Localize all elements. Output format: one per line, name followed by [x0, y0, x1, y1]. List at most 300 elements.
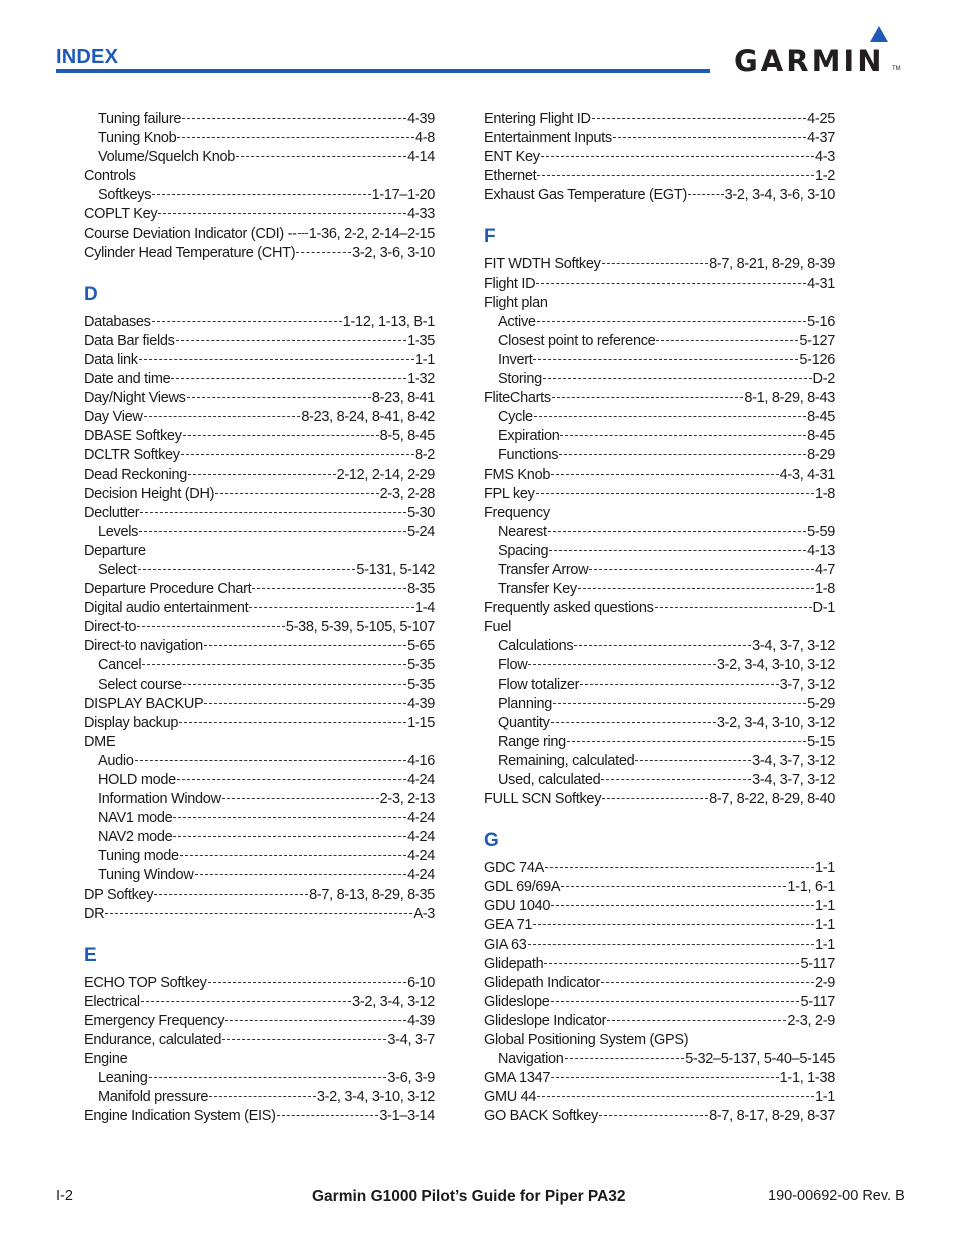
dot-leader [105, 913, 412, 914]
dot-leader [208, 982, 407, 983]
entry-page-ref: 1-8 [814, 485, 835, 502]
entry-page-ref: 1-1, 1-38 [779, 1070, 835, 1087]
entry-label: Exhaust Gas Temperature (EGT) [484, 187, 687, 204]
index-subentry [484, 370, 835, 389]
index-entry [84, 351, 435, 370]
entry-page-ref: 1-1 [414, 351, 435, 368]
entry-page-ref: 4-33 [407, 206, 435, 223]
entry-page-ref: 1-1 [814, 917, 835, 934]
entry-page-ref: 3-2, 3-4, 3-10, 3-12 [716, 714, 835, 731]
dot-leader [171, 378, 406, 379]
dot-leader [222, 798, 379, 799]
entry-label: FMS Knob [484, 466, 551, 483]
index-entry [84, 313, 435, 332]
index-entry [484, 1012, 835, 1031]
entry-label: GDC 74A [484, 860, 544, 877]
dot-leader [296, 252, 351, 253]
entry-label: GEA 71 [484, 917, 533, 934]
entry-label: Storing [498, 371, 542, 388]
entry-label: Engine [84, 1051, 128, 1068]
entry-label: DME [84, 733, 116, 750]
dot-leader [543, 378, 812, 379]
entry-label: Display backup [84, 714, 179, 731]
entry-label: Emergency Frequency [84, 1012, 225, 1029]
dot-leader [589, 569, 814, 570]
entry-label: DBASE Softkey [84, 428, 182, 445]
dot-leader [139, 359, 414, 360]
entry-page-ref: 8-23, 8-41 [371, 390, 435, 407]
entry-page-ref: 1-15 [407, 714, 435, 731]
index-subentry [484, 523, 835, 542]
entry-label: Day/Night Views [84, 390, 186, 407]
entry-label: Flow [498, 657, 528, 674]
dot-leader [177, 779, 406, 780]
entry-label: Quantity [498, 714, 550, 731]
dot-leader [578, 588, 814, 589]
index-entry [484, 916, 835, 935]
footer-title: Garmin G1000 Pilot’s Guide for Piper PA32 [312, 1188, 626, 1205]
entry-label: Frequency [484, 504, 550, 521]
entry-label: GIA 63 [484, 936, 527, 953]
entry-label: Decision Height (DH) [84, 485, 215, 502]
entry-label: Softkeys [98, 187, 152, 204]
entry-label: Departure [84, 542, 146, 559]
entry-page-ref: 5-35 [407, 657, 435, 674]
entry-label: Cycle [498, 409, 533, 426]
index-entry [84, 695, 435, 714]
index-subentry [84, 656, 435, 675]
entry-page-ref: 5-59 [807, 523, 835, 540]
index-subentry [84, 828, 435, 847]
entry-label: Closest point to reference [498, 332, 656, 349]
entry-page-ref: 5-117 [800, 955, 835, 972]
entry-label: Dead Reckoning [84, 466, 188, 483]
entry-label: FliteCharts [484, 390, 551, 407]
entry-page-ref: 8-35 [407, 581, 435, 598]
entry-label: Remaining, calculated [498, 752, 635, 769]
index-entry [84, 637, 435, 656]
entry-label: Engine Indication System (EIS) [84, 1108, 276, 1125]
dot-leader [204, 645, 406, 646]
entry-label: Flight ID [484, 275, 536, 292]
dot-leader [551, 474, 779, 475]
entry-label: Controls [84, 168, 136, 185]
entry-label: GO BACK Softkey [484, 1108, 598, 1125]
index-entry [84, 1050, 435, 1069]
entry-page-ref: 3-2, 3-4, 3-6, 3-10 [724, 187, 835, 204]
index-entry [484, 389, 835, 408]
entry-page-ref: D-2 [812, 371, 835, 388]
entry-page-ref: 4-24 [407, 829, 435, 846]
index-entry [484, 294, 835, 313]
entry-page-ref: 3-7, 3-12 [779, 676, 835, 693]
page-title: INDEX [56, 46, 119, 68]
index-entry [84, 244, 435, 263]
entry-label: Nearest [498, 523, 547, 540]
dot-leader [181, 454, 414, 455]
entry-page-ref: 1-35 [407, 332, 435, 349]
entry-page-ref: 1-1, 6-1 [787, 879, 835, 896]
dot-leader [140, 512, 406, 513]
index-entry [484, 1107, 835, 1126]
entry-label: Departure Procedure Chart [84, 581, 252, 598]
index-subentry [484, 542, 835, 561]
dot-leader [656, 340, 798, 341]
entry-label: Functions [498, 447, 559, 464]
dot-leader [177, 137, 414, 138]
entry-label: Cylinder Head Temperature (CHT) [84, 244, 296, 261]
entry-label: Transfer Key [498, 581, 577, 598]
entry-label: Spacing [498, 542, 549, 559]
entry-page-ref: 5-65 [407, 638, 435, 655]
index-entry [84, 714, 435, 733]
garmin-logo [734, 26, 904, 76]
index-subentry [84, 771, 435, 790]
entry-label: Entertainment Inputs [484, 130, 612, 147]
index-subentry [484, 656, 835, 675]
index-entry [484, 618, 835, 637]
dot-leader [222, 1039, 386, 1040]
dot-leader [635, 760, 751, 761]
index-entry [84, 167, 435, 186]
entry-page-ref: 5-127 [799, 332, 835, 349]
index-subentry [484, 1050, 835, 1069]
entry-page-ref: 8-1, 8-29, 8-43 [744, 390, 835, 407]
index-subentry [84, 847, 435, 866]
entry-label: DISPLAY BACKUP [84, 695, 204, 712]
index-subentry [84, 790, 435, 809]
garmin-triangle-icon [870, 26, 888, 42]
dot-leader [135, 760, 407, 761]
entry-label: Tuning Knob [98, 130, 177, 147]
entry-label: GDL 69/69A [484, 879, 561, 896]
entry-label: Range ring [498, 733, 566, 750]
entry-page-ref: 2-9 [814, 974, 835, 991]
index-entry [84, 542, 435, 561]
entry-label: GMU 44 [484, 1089, 537, 1106]
entry-label: Day View [84, 409, 143, 426]
entry-label: Glideslope [484, 993, 550, 1010]
entry-label: Direct-to navigation [84, 638, 203, 655]
entry-page-ref: 1-12, 1-13, B-1 [342, 313, 435, 330]
dot-leader [536, 283, 806, 284]
index-entry [484, 275, 835, 294]
dot-leader [534, 416, 806, 417]
index-entry [84, 408, 435, 427]
entry-page-ref: A-3 [413, 905, 435, 922]
dot-leader [551, 1001, 800, 1002]
entry-page-ref: 3-4, 3-7, 3-12 [752, 772, 835, 788]
entry-label: Date and time [84, 371, 171, 388]
dot-leader [551, 1077, 779, 1078]
dot-leader [536, 493, 814, 494]
entry-page-ref: 1-32 [407, 371, 435, 388]
entry-page-ref: 5-29 [807, 695, 835, 712]
dot-leader [215, 493, 378, 494]
index-entry [484, 1088, 835, 1107]
entry-page-ref: 2-3, 2-28 [379, 485, 435, 502]
index-entry [484, 167, 835, 186]
index-subentry [484, 332, 835, 351]
entry-page-ref: 4-7 [814, 561, 835, 578]
index-subentry [84, 129, 435, 148]
entry-page-ref: 1-2 [814, 168, 835, 185]
dot-leader [559, 454, 806, 455]
entry-label: Select [98, 561, 137, 578]
entry-label: Levels [98, 523, 139, 540]
entry-page-ref: 3-2, 3-4, 3-10, 3-12 [716, 657, 835, 674]
entry-label: Glideslope Indicator [484, 1012, 607, 1029]
index-entry [484, 897, 835, 916]
index-subentry [84, 866, 435, 885]
entry-page-ref: 8-29 [807, 447, 835, 464]
entry-page-ref: 3-4, 3-7, 3-12 [752, 752, 835, 769]
index-entry [84, 1031, 435, 1050]
index-subentry [84, 676, 435, 695]
entry-label: Direct-to [84, 619, 137, 636]
entry-page-ref: 1-8 [814, 581, 835, 598]
entry-page-ref: 4-8 [414, 130, 435, 147]
index-entry [484, 878, 835, 897]
index-subentry [84, 1088, 435, 1107]
entry-label: GDU 1040 [484, 898, 551, 915]
entry-page-ref: 5-32–5-137, 5-40–5-145 [685, 1051, 835, 1068]
entry-label: DP Softkey [84, 886, 154, 903]
dot-leader [561, 886, 786, 887]
dot-leader [602, 798, 708, 799]
dot-leader [298, 233, 308, 234]
dot-leader [548, 531, 807, 532]
dot-leader [149, 1077, 387, 1078]
dot-leader [537, 175, 814, 176]
index-entry [484, 1069, 835, 1088]
index-column-left [84, 110, 435, 1127]
entry-label: Tuning failure [98, 111, 182, 127]
entry-page-ref: 3-6, 3-9 [387, 1070, 435, 1087]
entry-label: Calculations [498, 638, 574, 655]
index-entry [484, 485, 835, 504]
dot-leader [195, 874, 407, 875]
entry-label: Information Window [98, 791, 221, 808]
dot-leader [560, 435, 806, 436]
entry-page-ref: 4-14 [407, 149, 435, 166]
index-subentry [484, 714, 835, 733]
section-letter: D [84, 283, 98, 305]
section-letter: F [484, 226, 496, 248]
entry-label: Transfer Arrow [498, 561, 589, 578]
dot-leader [183, 435, 379, 436]
index-entry [484, 859, 835, 878]
dot-leader [688, 194, 724, 195]
entry-page-ref: 3-1–3-14 [379, 1108, 435, 1125]
dot-leader [142, 664, 406, 665]
index-entry [484, 993, 835, 1012]
entry-page-ref: 1-4 [414, 600, 435, 617]
entry-page-ref: 4-16 [407, 752, 435, 769]
dot-leader [655, 607, 812, 608]
entry-label: Tuning mode [98, 848, 179, 865]
entry-label: FULL SCN Softkey [484, 791, 602, 808]
entry-label: Frequently asked questions [484, 600, 654, 617]
entry-label: ECHO TOP Softkey [84, 974, 207, 991]
footer-doc-number: 190-00692-00 Rev. B [768, 1188, 905, 1204]
entry-page-ref: 8-45 [807, 428, 835, 445]
dot-leader [183, 684, 406, 685]
index-entry [84, 886, 435, 905]
entry-label: NAV1 mode [98, 810, 173, 827]
entry-page-ref: 4-24 [407, 867, 435, 884]
entry-page-ref: 1-1 [814, 860, 835, 877]
entry-page-ref: 1-17–1-20 [371, 187, 435, 204]
dot-leader [249, 607, 414, 608]
entry-page-ref: 4-31 [807, 275, 835, 292]
entry-label: FIT WDTH Softkey [484, 256, 601, 273]
entry-page-ref: 5-24 [407, 523, 435, 540]
entry-page-ref: 2-3, 2-9 [787, 1012, 835, 1029]
dot-leader [541, 156, 814, 157]
index-column-right [484, 110, 835, 1127]
dot-leader [236, 156, 406, 157]
index-entry [484, 129, 835, 148]
garmin-logo-text: GARMIN [734, 44, 885, 78]
dot-leader [180, 855, 406, 856]
entry-page-ref: 4-13 [807, 542, 835, 559]
index-entry [484, 790, 835, 809]
section-letter: E [84, 944, 97, 966]
dot-leader [179, 722, 406, 723]
entry-label: Data link [84, 351, 138, 368]
entry-page-ref: 8-2 [414, 447, 435, 464]
dot-leader [567, 741, 806, 742]
entry-label: Entering Flight ID [484, 111, 591, 127]
entry-page-ref: 8-45 [807, 409, 835, 426]
index-entry [84, 427, 435, 446]
index-entry [84, 905, 435, 924]
entry-label: Declutter [84, 504, 140, 521]
index-entry [84, 332, 435, 351]
dot-leader [176, 340, 407, 341]
dot-leader [551, 905, 814, 906]
dot-leader [533, 359, 798, 360]
entry-label: Glidepath Indicator [484, 974, 601, 991]
entry-label: Fuel [484, 619, 512, 636]
entry-label: Course Deviation Indicator (CDI) -- [84, 225, 297, 242]
dot-leader [252, 588, 406, 589]
entry-label: Electrical [84, 993, 140, 1010]
entry-page-ref: 6-10 [407, 974, 435, 991]
entry-page-ref: 4-24 [407, 848, 435, 865]
dot-leader [139, 531, 406, 532]
entry-label: Leaning [98, 1070, 148, 1087]
dot-leader [528, 664, 715, 665]
entry-page-ref: 8-5, 8-45 [379, 428, 435, 445]
index-subentry [484, 561, 835, 580]
index-entry [84, 733, 435, 752]
dot-leader [549, 550, 806, 551]
dot-leader [225, 1020, 406, 1021]
entry-page-ref: 2-3, 2-13 [379, 791, 435, 808]
entry-page-ref: 8-7, 8-22, 8-29, 8-40 [709, 791, 835, 808]
entry-label: Used, calculated [498, 772, 601, 788]
index-entry [84, 446, 435, 465]
index-subentry [484, 695, 835, 714]
index-subentry [484, 637, 835, 656]
entry-page-ref: 1-1 [814, 1089, 835, 1106]
index-entry [84, 618, 435, 637]
index-subentry [484, 351, 835, 370]
entry-page-ref: 8-23, 8-24, 8-41, 8-42 [301, 409, 435, 426]
dot-leader [545, 867, 814, 868]
entry-page-ref: 5-126 [799, 351, 835, 368]
entry-page-ref: 1-1 [814, 898, 835, 915]
entry-page-ref: 3-2, 3-6, 3-10 [352, 244, 435, 261]
entry-page-ref: 5-131, 5-142 [356, 561, 435, 578]
entry-label: NAV2 mode [98, 829, 173, 846]
entry-label: Flight plan [484, 294, 548, 311]
index-subentry [84, 1069, 435, 1088]
dot-leader [601, 779, 751, 780]
entry-page-ref: 4-3, 4-31 [779, 466, 835, 483]
index-entry [84, 580, 435, 599]
entry-label: DCLTR Softkey [84, 447, 180, 464]
dot-leader [158, 213, 406, 214]
entry-page-ref: 5-16 [807, 313, 835, 330]
entry-page-ref: D-1 [812, 600, 835, 617]
index-subentry [84, 148, 435, 167]
entry-label: Expiration [498, 428, 560, 445]
entry-page-ref: 3-4, 3-7, 3-12 [752, 638, 835, 655]
index-entry [484, 1031, 835, 1050]
entry-label: Glidepath [484, 955, 544, 972]
index-entry [484, 110, 835, 129]
index-subentry [84, 809, 435, 828]
dot-leader [592, 118, 807, 119]
entry-label: Endurance, calculated [84, 1032, 222, 1049]
index-entry [484, 936, 835, 955]
index-entry [84, 485, 435, 504]
entry-page-ref: 1-36, 2-2, 2-14–2-15 [308, 225, 435, 242]
dot-leader [613, 137, 806, 138]
entry-page-ref: 5-35 [407, 676, 435, 693]
index-entry [484, 148, 835, 167]
index-subentry [84, 561, 435, 580]
entry-page-ref: 5-117 [800, 993, 835, 1010]
index-entry [84, 370, 435, 389]
dot-leader [602, 263, 709, 264]
dot-leader [544, 963, 799, 964]
entry-label: Databases [84, 313, 151, 330]
entry-label: Tuning Window [98, 867, 194, 884]
index-subentry [84, 752, 435, 771]
dot-leader [574, 645, 751, 646]
entry-label: Navigation [498, 1051, 564, 1068]
entry-page-ref: 4-37 [807, 130, 835, 147]
index-entry [484, 186, 835, 205]
entry-label: Global Positioning System (GPS) [484, 1032, 689, 1049]
entry-label: HOLD mode [98, 772, 176, 788]
index-subentry [484, 446, 835, 465]
dot-leader [204, 703, 406, 704]
index-subentry [484, 408, 835, 427]
entry-label: Audio [98, 752, 134, 769]
index-entry [84, 993, 435, 1012]
index-subentry [484, 676, 835, 695]
index-subentry [84, 523, 435, 542]
entry-page-ref: 8-7, 8-13, 8-29, 8-35 [309, 886, 435, 903]
index-entry [484, 955, 835, 974]
index-entry [84, 599, 435, 618]
index-subentry [484, 771, 835, 790]
